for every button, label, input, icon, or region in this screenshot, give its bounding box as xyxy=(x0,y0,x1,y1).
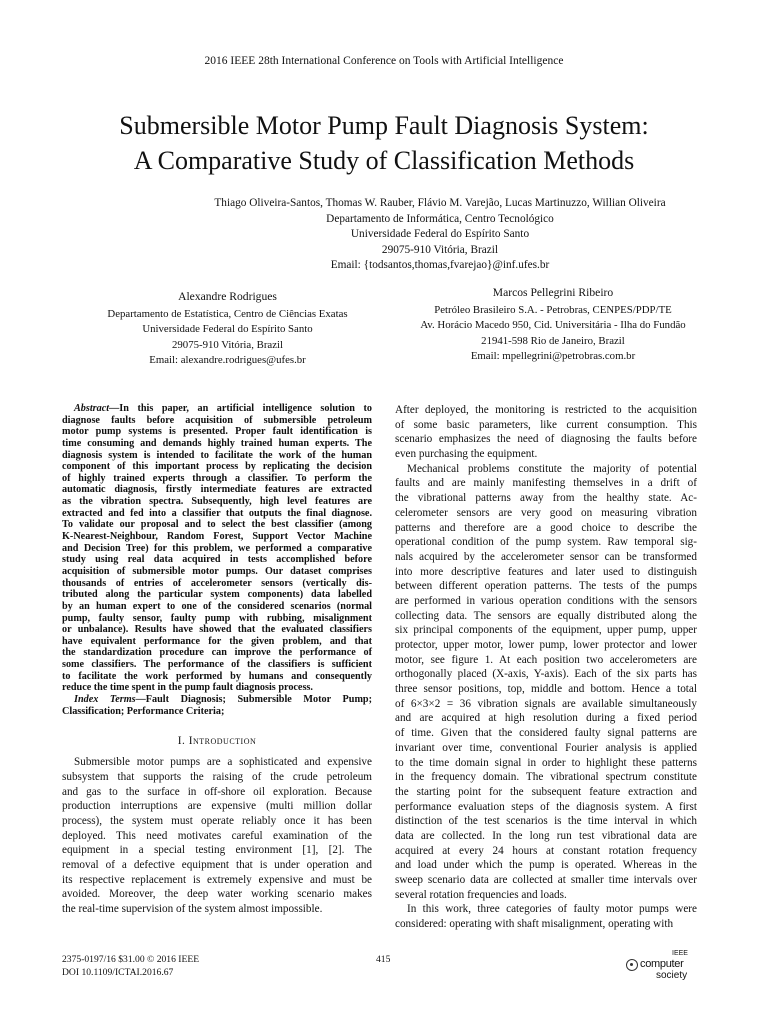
text-line: scenario emphasizes the need of diagnosing the faults before xyxy=(395,433,697,446)
introduction-paragraph xyxy=(62,755,372,917)
text-line: acquisition of submersible motor pumps. Our dataset comprises xyxy=(62,565,372,577)
text-line: distinction of the test scenarios is the time interval in which xyxy=(395,815,697,828)
right-column xyxy=(395,403,697,932)
author-email: Email: {todsantos,thomas,fvarejao}@inf.ufes.br xyxy=(330,259,550,271)
text-line: Submersible motor pumps are a sophisticated and expensive xyxy=(74,756,372,769)
text-line: extracted and fed into a classifier that outputs the final diagnose. xyxy=(62,507,372,519)
author-dept: Departamento de Estatística, Centro de Ciências Exatas xyxy=(107,307,348,320)
text-line: nals acquired by the accelerometer sensor can be transformed xyxy=(395,550,697,563)
text-line: operational condition of the pump system. Raw temporal sig- xyxy=(395,536,697,549)
paper-title-line-1: Submersible Motor Pump Fault Diagnosis System: xyxy=(119,111,649,140)
author-city: 29075-910 Vitória, Brazil xyxy=(381,243,499,256)
text-line: automatic diagnosis, firstly intermediate features are extracted xyxy=(62,484,372,496)
author-name: Marcos Pellegrini Ribeiro xyxy=(492,286,614,299)
author-block-left xyxy=(80,289,375,369)
abstract xyxy=(62,403,372,694)
text-line: some classifiers. The performance of the classifiers is sufficient xyxy=(62,659,372,671)
author-address: Av. Horácio Macedo 950, Cid. Universitária - Ilha do Fundão xyxy=(420,319,686,331)
text-line: study using real data acquired in tests accomplished before xyxy=(62,554,372,566)
text-line: of highly trained experts through a classifier. To perform the xyxy=(62,472,372,484)
text-line: Index Terms—Fault Diagnosis; Submersible Motor Pump; xyxy=(74,694,372,706)
text-line: diagnose faults before acquisition of submersible petroleum xyxy=(62,414,372,426)
text-line: time consuming and demands highly trained human experts. The xyxy=(62,437,372,449)
text-line: are performed in various operation conditions with the sensors xyxy=(395,594,697,607)
footer-copyright: 2375-0197/16 $31.00 © 2016 IEEE xyxy=(62,954,200,965)
text-line: the standardization procedure can improve the performance of xyxy=(62,647,372,659)
logo-mark-icon xyxy=(626,959,638,971)
text-line: motor pump systems is presented. Proper fault identification is xyxy=(62,426,372,438)
author-name: Alexandre Rodrigues xyxy=(178,290,277,303)
text-line: deployed. This need motivates careful examination of the xyxy=(62,829,372,842)
paper-title-line-2: A Comparative Study of Classification Methods xyxy=(133,146,635,175)
text-line: component of this important process by replicating the decision xyxy=(62,461,372,473)
text-line: Classification; Performance Criteria; xyxy=(62,705,225,717)
text-line: motor, see figure 1. At each position two accelerometers are xyxy=(395,653,697,666)
author-dept: Departamento de Informática, Centro Tecnológico xyxy=(326,212,554,225)
index-terms xyxy=(62,694,372,717)
text-line: the starting point for the subsequent feature extraction and xyxy=(395,785,697,798)
text-line: collecting data. The sensors are equally distributed along the xyxy=(395,609,697,622)
text-line: protector, upper motor, lower pump, lower protector and lower xyxy=(395,639,697,651)
author-univ: Universidade Federal do Espírito Santo xyxy=(350,228,530,240)
text-line: reduce the time spent in the pump fault diagnosis process. xyxy=(62,682,313,694)
text-line: and gas to the surface in off-shore oil exploration. Because xyxy=(62,785,372,798)
author-email: Email: alexandre.rodrigues@ufes.br xyxy=(149,354,306,366)
text-line: to the time domain signal in order to highlight these patterns xyxy=(395,756,697,769)
text-line: by an human expert to one of the considered scenarios (normal xyxy=(62,600,372,612)
author-email: Email: mpellegrini@petrobras.com.br xyxy=(470,350,636,362)
text-line: between different operation patterns. The tests of the pumps xyxy=(395,580,697,593)
text-line: of 6×3×2 = 36 vibration signals are available simultaneously xyxy=(395,697,697,710)
conference-header: 2016 IEEE 28th International Conference on Tools with Artificial Intelligence xyxy=(204,55,564,67)
text-line: and Decision Tree) for this problem, we performed a comparative xyxy=(62,542,372,554)
paragraph-2 xyxy=(395,462,697,903)
main-author-block xyxy=(110,196,768,274)
author-names: Thiago Oliveira-Santos, Thomas W. Rauber, Flávio M. Varejão, Lucas Martinuzzo, Willian Oliveira xyxy=(214,197,666,209)
ieee-computer-society-logo: IEEE computer society xyxy=(626,950,706,984)
author-city: 21941-598 Rio de Janeiro, Brazil xyxy=(481,334,625,347)
text-line: In this work, three categories of faulty motor pumps were xyxy=(407,903,697,916)
text-line: avoided. Moreover, the deep water working scenario makes xyxy=(62,888,372,901)
text-line: invariant over time, conventional Fourier analysis is applied xyxy=(395,741,697,754)
text-line: as the vibration spectra. Subsequently, high level features are xyxy=(62,496,372,508)
text-line: subsystem that supports the raising of the crude petroleum xyxy=(62,770,372,783)
paragraph-3 xyxy=(395,902,697,931)
section-heading: I. Introduction xyxy=(177,735,257,748)
text-line: into more descriptive features and later used to distinguish xyxy=(395,565,697,578)
text-line: To validate our proposal and to select the best classifier (among xyxy=(62,519,372,531)
text-line: performance evaluation steps of the diagnosis system. A first xyxy=(395,800,697,813)
text-line: tributed along the particular system components) data labelled xyxy=(62,589,372,601)
text-line: K-Nearest-Neighbour, Random Forest, Support Vector Machine xyxy=(62,531,372,543)
text-line: its respective replacement is extremely expensive and must be xyxy=(62,873,372,886)
text-line: celerometer sensors are very good on measuring vibration xyxy=(395,506,697,519)
text-line: Mechanical problems constitute the majority of potential xyxy=(407,462,697,475)
text-line: orthogonally placed (X-axis, Y-axis). Each of the six parts has xyxy=(395,668,697,681)
author-org: Petróleo Brasileiro S.A. - Petrobras, CENPES/PDP/TE xyxy=(434,303,672,316)
text-line: thousands of entries of accelerometer sensors (vertically dis- xyxy=(62,577,372,589)
text-line: to facilitate the work performed by humans and consequently xyxy=(62,670,372,682)
text-line: in the frequency domain. The vibrational spectrum constitute xyxy=(395,771,697,784)
text-line: sweep scenario data are collected at smaller time intervals over xyxy=(395,874,697,886)
text-line: even purchasing the equipment. xyxy=(395,448,538,461)
author-block-right xyxy=(388,285,718,365)
text-line: the real-time supervision of the system almost impossible. xyxy=(62,903,323,916)
text-line: and load under which the pump is operated. Whereas in the xyxy=(395,859,697,872)
footer-doi: DOI 10.1109/ICTAI.2016.67 xyxy=(62,966,174,978)
text-line: faults and are mainly manifesting themselves in a drift of xyxy=(395,477,697,490)
text-line: several rotation frequencies and loads. xyxy=(395,888,567,901)
text-line: acquired at every 24 hours at constant rotation frequency xyxy=(395,844,697,857)
text-line: process), the system must operate reliably once it has been xyxy=(62,815,372,828)
text-line: removal of a defective equipment that is under operation and xyxy=(62,859,372,872)
text-line: Abstract—In this paper, an artificial intelligence solution to xyxy=(74,403,372,414)
text-line: diagnosis system is intended to facilitate the work of the human xyxy=(62,449,372,461)
text-line: the vibrational patterns away from the healthy state. Ac- xyxy=(395,492,697,505)
text-line: of some basic parameters, like current consumption. This xyxy=(395,418,697,431)
text-line: patterns and therefore are a good choice to describe the xyxy=(395,521,697,534)
author-univ: Universidade Federal do Espírito Santo xyxy=(142,323,313,335)
text-line: and are acquired at high resolution during a fixed period xyxy=(395,712,697,725)
footer-info xyxy=(62,954,199,979)
text-line: of time. Given that the considered faulty signal patterns are xyxy=(395,727,697,740)
text-line: three sensor positions, top, middle and bottom. Hence a total xyxy=(395,683,697,696)
author-city: 29075-910 Vitória, Brazil xyxy=(172,338,283,351)
text-line: After deployed, the monitoring is restricted to the acquisition xyxy=(395,404,697,416)
text-line: considered: operating with shaft misalignment, operating with xyxy=(395,918,674,931)
text-line: equipment in a special testing environment [1], [2]. The xyxy=(62,844,372,857)
text-line: or unbalance). Results have showed that the evaluated classifiers xyxy=(62,624,372,636)
text-line: pump, faulty sensor, faulty pump with rubbing, misalignment xyxy=(62,612,372,624)
text-line: production interruptions are expensive (multi million dollar xyxy=(62,800,372,813)
text-line: data are collected. In the long run test vibrational data are xyxy=(395,829,697,842)
paragraph-1 xyxy=(395,403,697,462)
page-number: 415 xyxy=(376,954,391,965)
text-line: have equivalent performance for the given problem, and that xyxy=(62,635,372,647)
text-line: six principal components of the equipment, upper pump, upper xyxy=(395,624,697,637)
left-column xyxy=(62,403,372,917)
